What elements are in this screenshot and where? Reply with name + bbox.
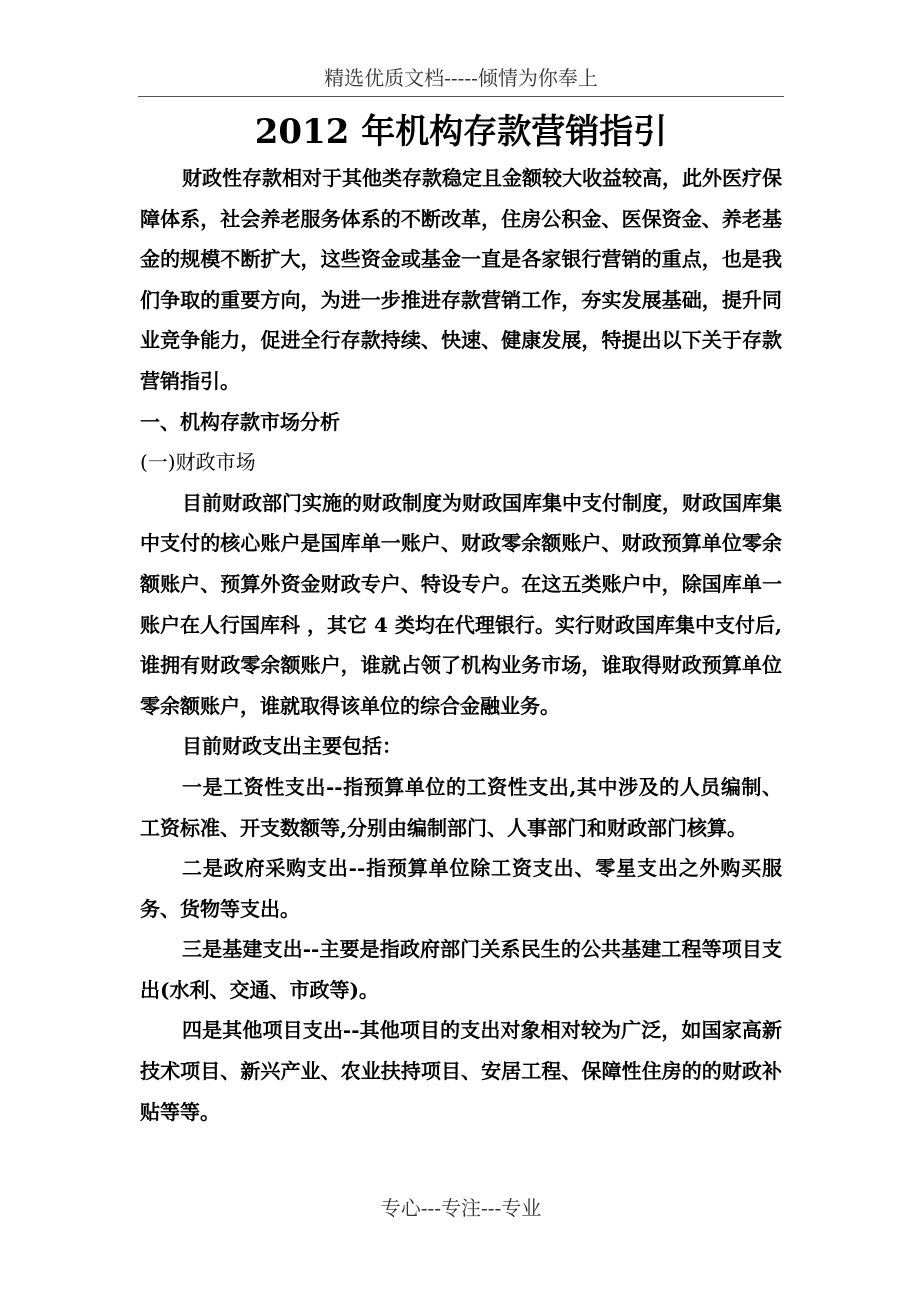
page-footer: 专心---专注---专业: [380, 1196, 542, 1220]
list-item: 四是其他项目支出--其他项目的支出对象相对较为广泛，如国家高新技术项目、新兴产业、农业扶持项目、安居工程、保障性住房的的财政补贴等等。: [140, 1018, 782, 1124]
section-heading: 一、机构存款市场分析: [140, 409, 340, 434]
body-paragraph: 目前财政支出主要包括：: [182, 734, 402, 759]
body-paragraph: 目前财政部门实施的财政制度为财政国库集中支付制度，财政国库集中支付的核心账户是国库单一账户、财政零余额账户、财政预算单位零余额账户、预算外资金财政专户、特设专户。在这五类账户中，除国库单一账户在人行国库科 ，其它 4 类均在代理银行。实行财政国库集中支付后,谁拥有财政零余额账户，谁就占领了机构业务市场，谁取得财政预算单位零余额账户，谁就取得该单位的综合金融业务。: [140, 490, 782, 718]
header-divider: [138, 96, 784, 97]
page-header: 精选优质文档-----倾情为你奉上: [324, 66, 598, 90]
document-body: [140, 158, 782, 1132]
subsection-heading: (一)财政市场: [140, 450, 256, 475]
list-item: 一是工资性支出--指预算单位的工资性支出,其中涉及的人员编制、工资标准、开支数额等,分别由编制部门、人事部门和财政部门核算。: [140, 774, 782, 840]
list-item: 三是基建支出--主要是指政府部门关系民生的公共基建工程等项目支出(水利、交通、市政等)。: [140, 937, 782, 1002]
intro-paragraph: 财政性存款相对于其他类存款稳定且金额较大收益较高，此外医疗保障体系，社会养老服务体系的不断改革，住房公积金、医保资金、养老基金的规模不断扩大，这些资金或基金一直是各家银行营销的重点，也是我们争取的重要方向，为进一步推进存款营销工作，夯实发展基础，提升同业竞争能力，促进全行存款持续、快速、健康发展，特提出以下关于存款营销指引。: [140, 166, 782, 393]
document-title: 2012 年机构存款营销指引: [254, 112, 668, 152]
list-item: 二是政府采购支出--指预算单位除工资支出、零星支出之外购买服务、货物等支出。: [140, 856, 782, 921]
